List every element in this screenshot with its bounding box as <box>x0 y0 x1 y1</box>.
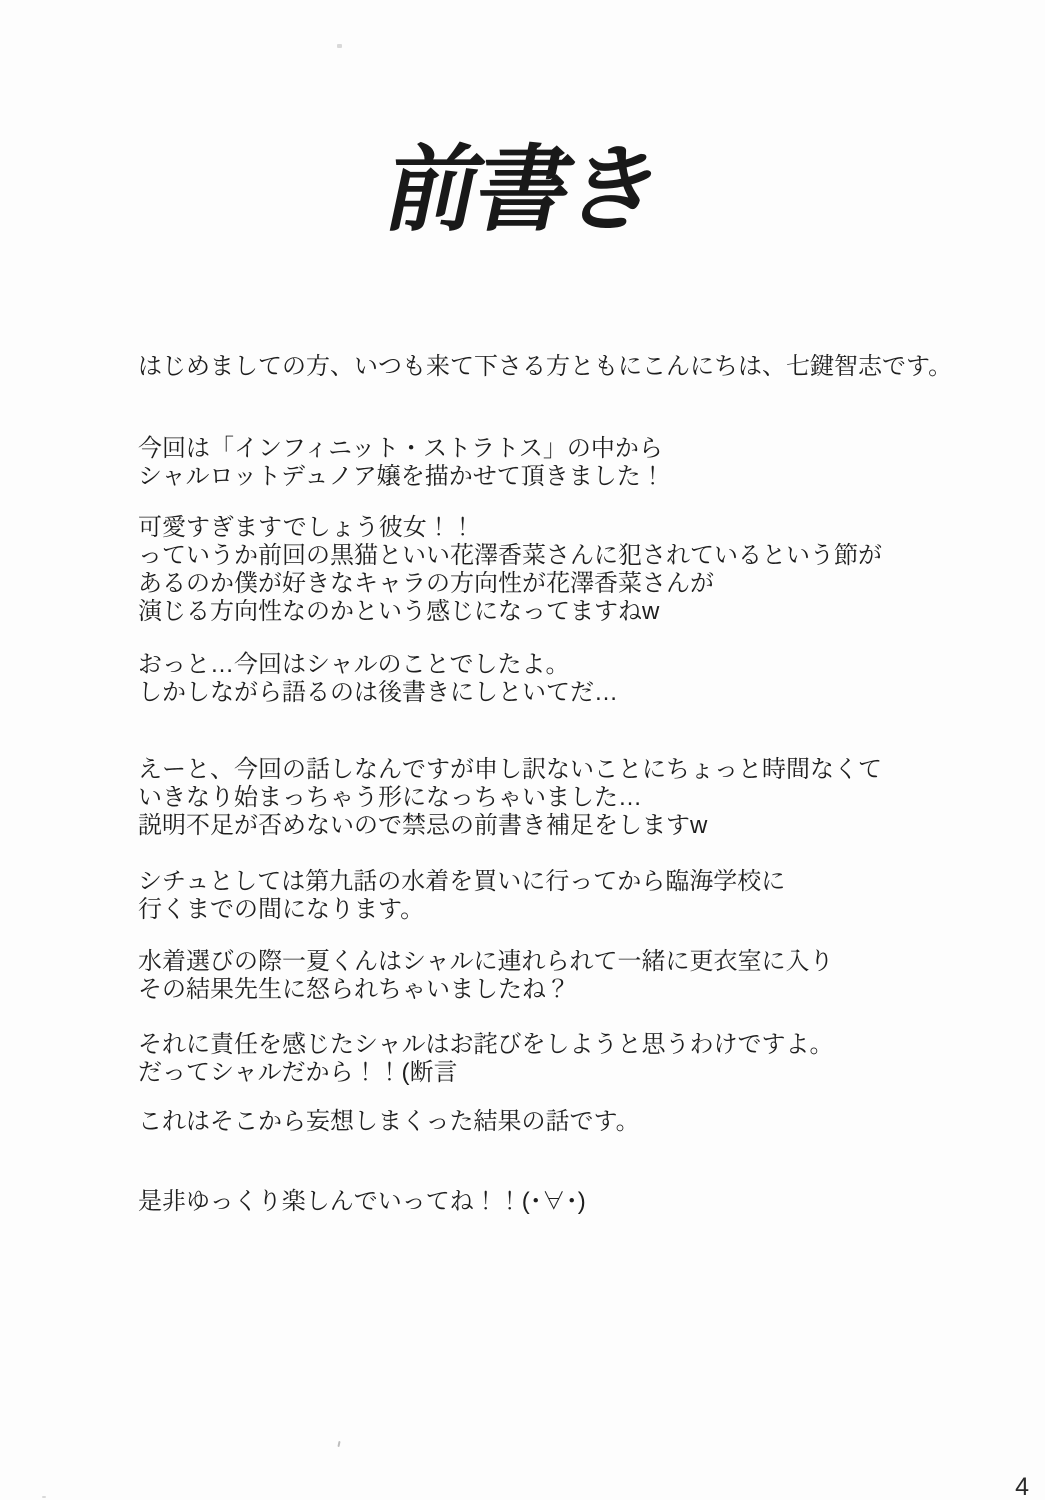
text-line: 行くまでの間になります。 <box>138 896 425 923</box>
paragraph-motivation <box>138 1031 998 1087</box>
paragraph-story-setup <box>138 948 998 1004</box>
paragraph-result <box>138 1108 998 1136</box>
paragraph-greeting <box>138 353 998 381</box>
text-line: シチュとしては第九話の水着を買いに行ってから臨海学校に <box>138 868 786 895</box>
paragraph-series-intro <box>138 435 998 491</box>
paragraph-apology <box>138 756 998 840</box>
text-line: 今回は「インフィニット・ストラトス」の中から <box>138 435 663 462</box>
text-line: 説明不足が否めないので禁忌の前書き補足をしますw <box>138 812 708 839</box>
paragraph-closing <box>138 1188 998 1216</box>
text-line: これはそこから妄想しまくった結果の話です。 <box>138 1108 640 1135</box>
paragraph-situation <box>138 868 998 924</box>
text-line: はじめましての方、いつも来て下さる方ともにこんにちは、七鍵智志です。 <box>138 353 953 380</box>
paragraph-character-comment <box>138 514 998 626</box>
text-line: しかしながら語るのは後書きにしといてだ… <box>138 679 618 706</box>
text-line: 是非ゆっくり楽しんでいってね！！(･∀･) <box>138 1188 586 1215</box>
text-line: 水着選びの際一夏くんはシャルに連れられて一緒に更衣室に入り <box>138 948 834 975</box>
scan-speck <box>337 44 342 48</box>
page-title: 前書き <box>376 137 669 242</box>
text-line: シャルロットデュノア嬢を描かせて頂きました！ <box>138 463 665 490</box>
scan-speck <box>337 1441 340 1447</box>
text-line: あるのか僕が好きなキャラの方向性が花澤香菜さんが <box>138 570 714 597</box>
text-line: 可愛すぎますでしょう彼女！！ <box>138 514 475 541</box>
text-line: おっと…今回はシャルのことでしたよ。 <box>138 651 570 678</box>
paragraph-aside <box>138 651 998 707</box>
text-line: 演じる方向性なのかという感じになってますねw <box>138 598 660 625</box>
text-line: っていうか前回の黒猫といい花澤香菜さんに犯されているという節が <box>138 542 882 569</box>
text-line: それに責任を感じたシャルはお詫びをしようと思うわけですよ。 <box>138 1031 834 1058</box>
page-number: 4 <box>1015 1473 1029 1500</box>
scan-speck <box>42 1496 46 1498</box>
text-line: だってシャルだから！！(断言 <box>138 1059 458 1086</box>
text-line: その結果先生に怒られちゃいましたね？ <box>138 976 570 1003</box>
text-line: えーと、今回の話しなんですが申し訳ないことにちょっと時間なくて <box>138 756 882 783</box>
text-line: いきなり始まっちゃう形になっちゃいました… <box>138 784 642 811</box>
